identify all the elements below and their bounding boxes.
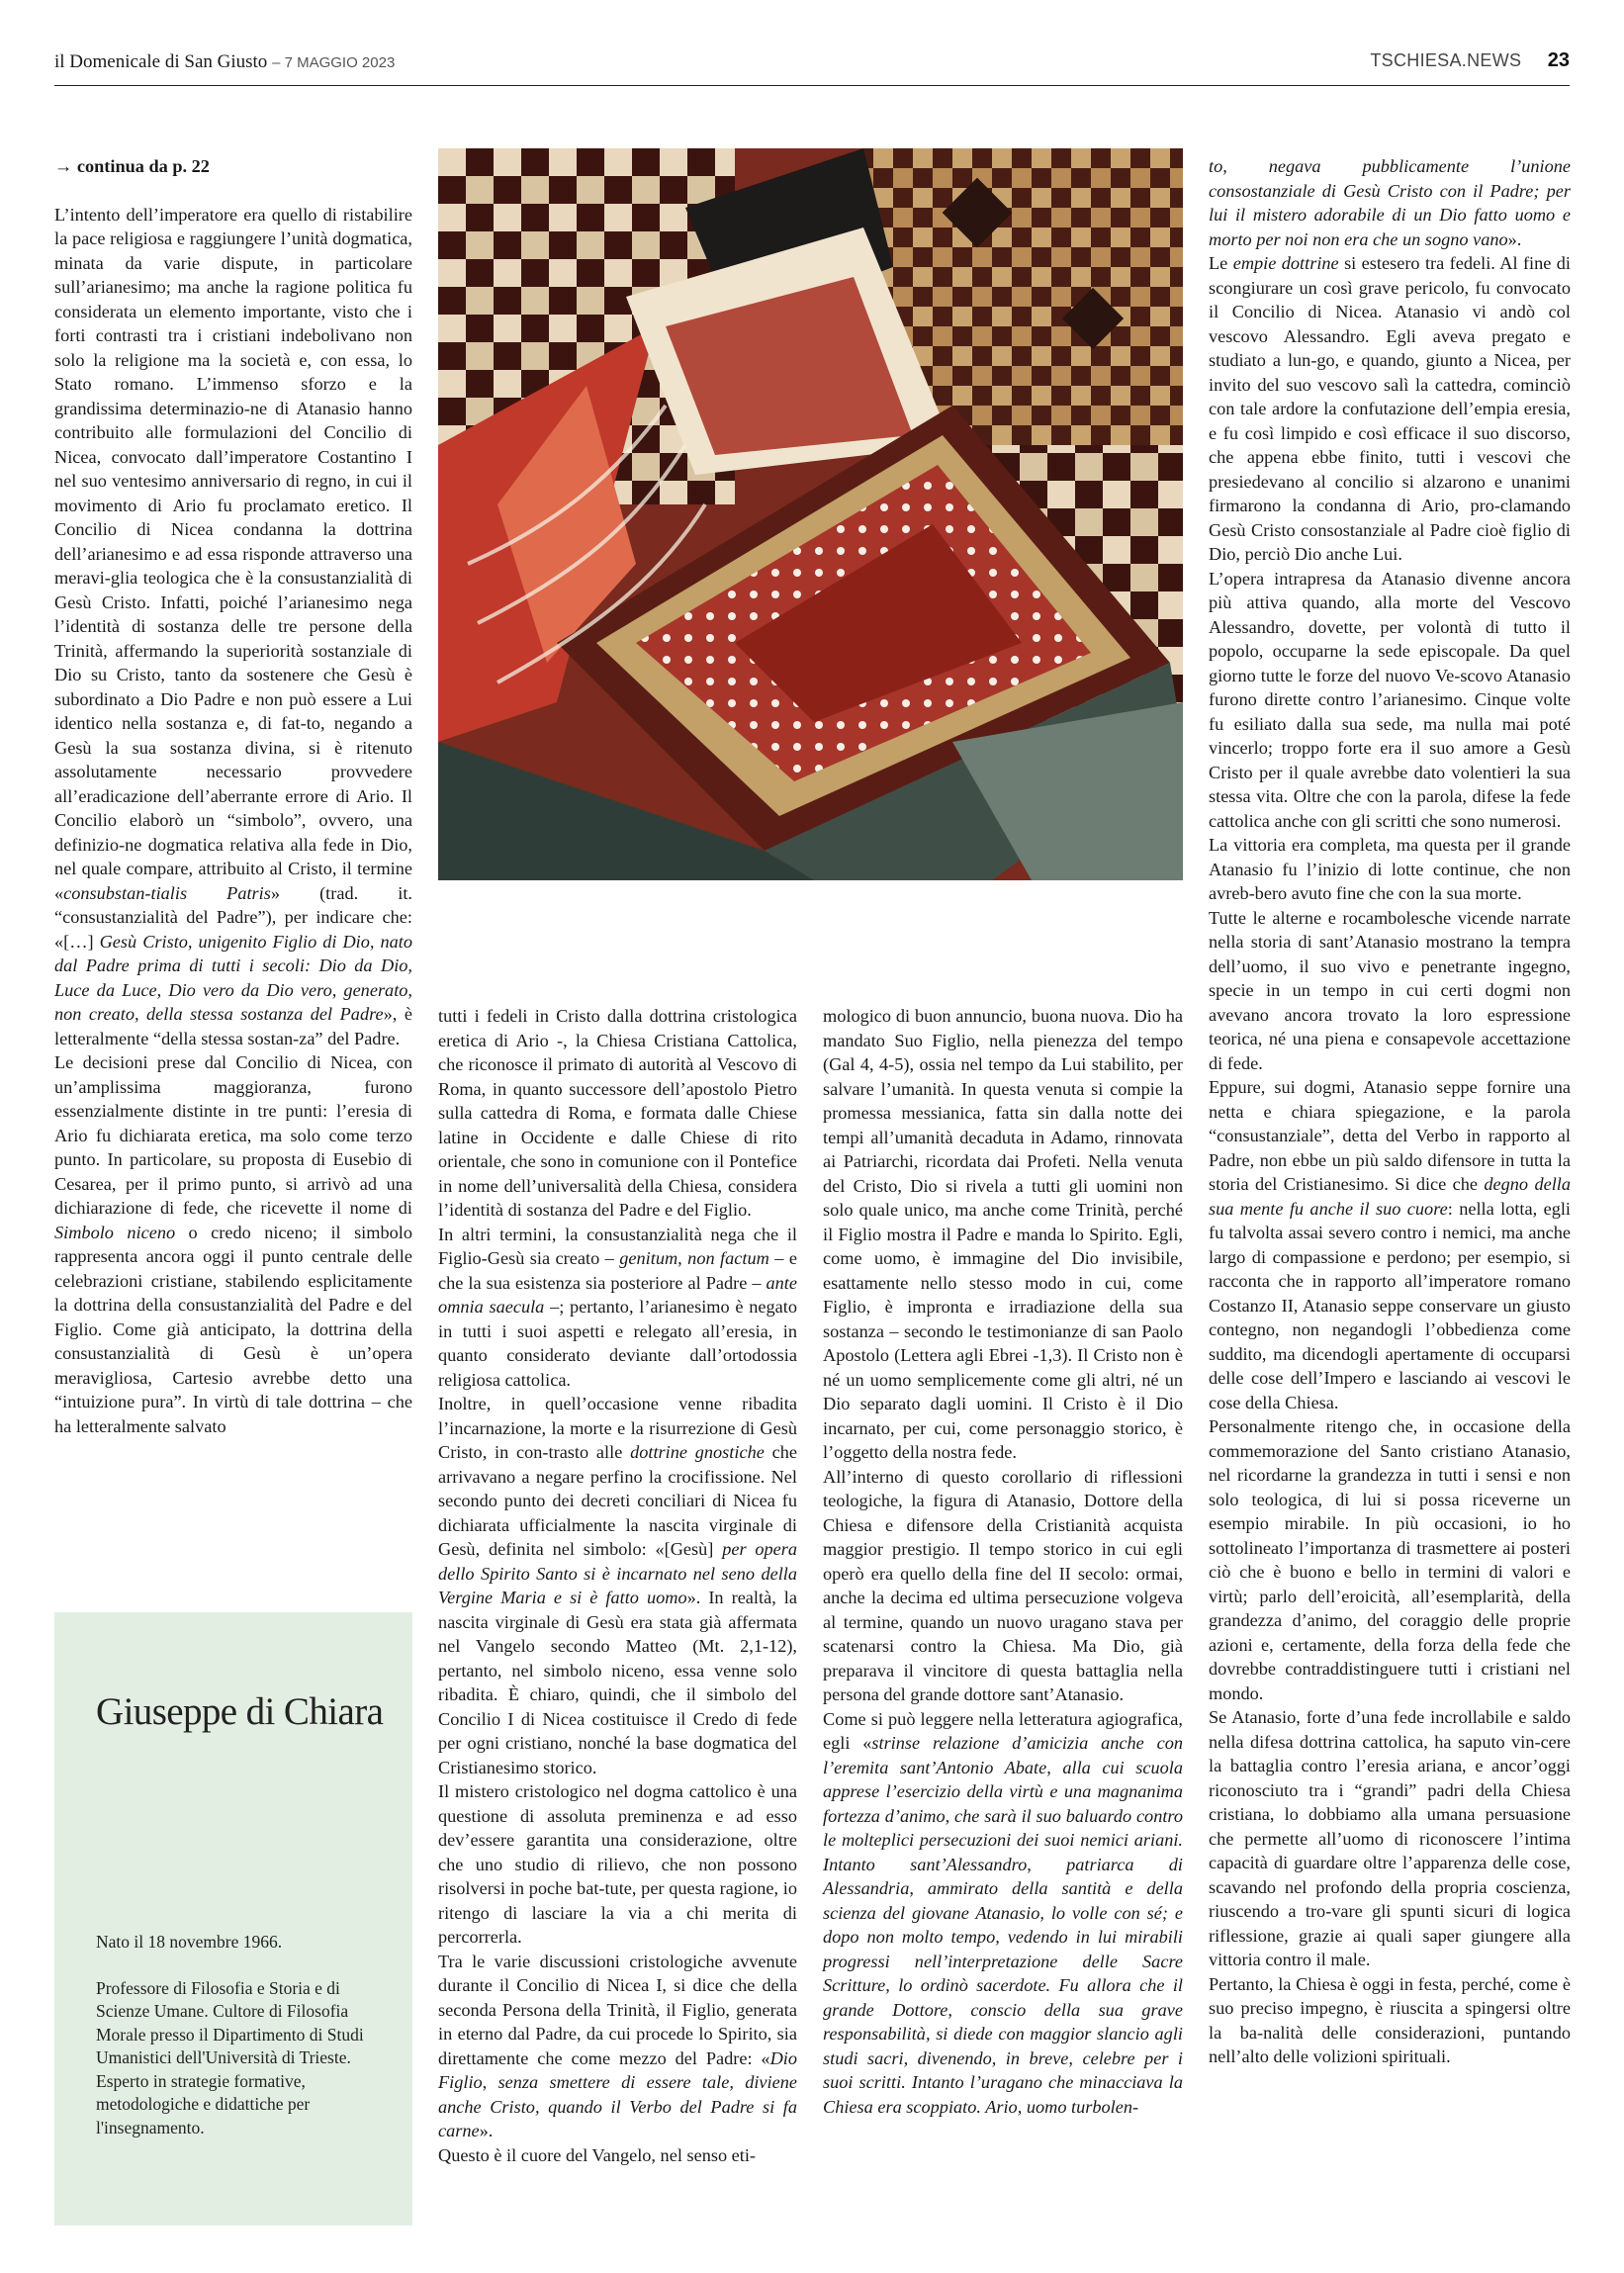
icon-detail-image	[438, 148, 1183, 880]
paragraph	[1209, 906, 1571, 1076]
italic-quote: ante omnia saecula	[438, 1272, 797, 1317]
text-run: » (trad. it. “consustanzialità del Padre”), per indicare che: «[…]	[54, 882, 412, 952]
italic-quote: degno della sua mente fu anche il suo cuore	[1209, 1174, 1571, 1219]
paragraph	[1209, 154, 1571, 251]
paragraph	[823, 1465, 1183, 1707]
text-run: In altri termini, la consustanzialità nega che il Figlio-Gesù sia creato –	[438, 1224, 797, 1268]
article-column-1	[54, 154, 412, 1438]
paragraph	[823, 1707, 1183, 2120]
text-run: Le decisioni prese dal Concilio di Nicea, con un’amplissima maggioranza, furono essenzialmente distinte in tre punti: l’eresia di Ario fu dichiarata eretica, ma solo come terzo punto. In particolare, su proposta di Eusebio di Cesarea, per il primo punto, si arrivò ad una dichiarazione di fede, che ricevette il nome di	[54, 1052, 412, 1218]
text-run: L’opera intrapresa da Atanasio divenne ancora più attiva quando, alla morte del Vescovo Alessandro, dovette, per volontà di tutto il popolo, occuparne la sede episcopale. Da quel giorno tutte le forze del nuovo Ve-scovo Atanasio furono dirette contro l’arianesimo. Cinque volte fu esiliato dalla sua sede, ma nulla mai poté vincerlo; troppo forte era il suo amore a Gesù Cristo per il quale avrebbe dato volentieri la sua stessa vita. Oltre che con la parola, difese la fede cattolica anche con gli scritti che sono numerosi.	[1209, 568, 1571, 831]
paragraph	[438, 1223, 797, 1393]
publication-name: il Domenicale di San Giusto	[54, 51, 268, 72]
italic-quote: empie dottrine	[1232, 253, 1339, 273]
paragraph	[438, 1392, 797, 1779]
article-column-4	[1209, 154, 1571, 2069]
italic-quote: Dio Figlio, senza smettere di essere tale, diviene anche Cristo, quando il Verbo del Padre si fa carne	[438, 2047, 797, 2140]
italic-quote: per opera dello Spirito Santo si è incarnato nel seno della Vergine Maria e si è fatto uomo	[438, 1539, 798, 1607]
text-run: Tra le varie discussioni cristologiche avvenute durante il Concilio di Nicea I, si dice che della seconda Persona della Trinità, il Figlio, generata in eterno dal Padre, da cui procede lo Spirito, sia direttamente che come mezzo del Padre: «	[438, 1951, 797, 2068]
article-column-3	[823, 1004, 1183, 2119]
text-run: Se Atanasio, forte d’una fede incrollabile e saldo nella difesa dottrina cattolica, ha saputo vin-cere la battaglia contro l’eresia ariana, e ancor’oggi riconosciuto tra i “grandi” padri della Chiesa cristiana, lo dobbiamo alla umana persuasione che permette all’uomo di riconoscere l’intima capacità di guardare oltre l’apparenza delle cose, scavando nel profondo della propria coscienza, riuscendo a tro-vare gli spunti sicuri di logica riflessione, grazie ai quali saper giungere alla vittoria contro il male.	[1209, 1707, 1571, 1969]
paragraph	[1209, 833, 1571, 906]
text-run: », è letteralmente “della stessa sostan-za” del Padre.	[54, 1004, 412, 1048]
page-header	[54, 45, 1570, 75]
text-run: Eppure, sui dogmi, Atanasio seppe fornire una netta e chiara spiegazione, e la parola “consustanziale”, detta del Verbo in rapporto al Padre, non ebbe un più saldo difensore in tutta la storia del Cristianesimo. Si dice che	[1209, 1077, 1571, 1194]
text-run: –; pertanto, l’arianesimo è negato in tutti i suoi aspetti e relegato all’eresia, in quanto considerato deviante dall’ortodossia religiosa cattolica.	[438, 1297, 797, 1390]
text-run: mologico di buon annuncio, buona nuova. Dio ha mandato Suo Figlio, nella pienezza del tempo (Gal 4, 4-5), ossia nel tempo da Lui stabilito, per salvare l’umanità. In questa venuta si compie la promessa messianica, fatta sin dalla notte dei tempi all’umanità decaduta in Adamo, rinnovata ai Patriarchi, ricordata dai Profeti. Nella venuta del Cristo, Dio si rivela a tutti gli uomini non solo quale unico, ma anche come Trinità, perché il Figlio mostra il Padre e manda lo Spirito. Egli, come uomo, è immagine del Dio invisibile, esattamente nello stesso modo in cui, come Figlio, è impronta e irradiazione della sua sostanza – secondo le testimonianze di san Paolo Apostolo (Lettera agli Ebrei -1,3). Il Cristo non è né un uomo semplicemente come gli altri, né un Dio separato dagli uomini. Il Cristo è il Dio incarnato, per cui, come personaggio storico, è l’oggetto della nostra fede.	[823, 1006, 1183, 1462]
italic-quote: to, negava pubblicamente l’unione consostanziale di Gesù Cristo con il Padre; per lui il mistero adorabile di un Dio fatto uomo e morto per noi non era che un sogno vano	[1209, 156, 1571, 249]
column-4-paragraphs	[1209, 154, 1571, 2069]
paragraph	[438, 1950, 797, 2143]
paragraph	[1209, 1705, 1571, 1972]
column-1-paragraphs	[54, 203, 412, 1439]
text-run: ». In realtà, la nascita virginale di Gesù era stata già affermata nel Vangelo secondo Matteo (Mt. 2,1-12), pertanto, nel simbolo niceno, essa venne solo ribadita. È chiaro, quindi, che il simbolo del Concilio I di Nicea costituisce il Credo di fede per ogni cristiano, nonché la base dogmatica del Cristianesimo storico.	[438, 1588, 797, 1777]
paragraph	[438, 1004, 797, 1223]
text-run: si estesero tra fedeli. Al fine di scongiurare un così grave pericolo, fu convocato il Concilio di Nicea. Atanasio vi andò col vescovo Alessandro. Egli aveva pregato e studiato a lun-go, e quando, giunto a Nicea, per invito del suo vescovo salì la cattedra, cominciò con tale ardore la confutazione dell’empia eresia, e fu così limpido e così efficace il suo discorso, che appena ebbe finito, tutti i vescovi che presiedevano al concilio si alzarono e unanimi firmarono la condanna di Ario, pro-clamando Gesù Cristo consostanziale al Padre cioè figlio di Dio, perciò Dio anche Lui.	[1209, 253, 1571, 564]
paragraph	[1209, 1075, 1571, 1414]
paragraph	[438, 1779, 797, 1950]
author-description: Professore di Filosofia e Storia e di Scienze Umane. Cultore di Filosofia Morale presso il Dipartimento di Studi Umanistici dell'Università di Trieste. Esperto in strategie formative, metodologiche e didattiche per l'insegnamento.	[96, 1977, 364, 2137]
text-run: L’intento dell’imperatore era quello di ristabilire la pace religiosa e raggiungere l’unità dogmatica, minata da varie dispute, in particolare sull’arianesimo; ma anche la ragione politica fu considerata un elemento importante, visto che i forti contrasti tra i cristiani indebolivano non solo la religione ma la società e, con essa, lo Stato romano. L’immenso sforzo e la grandissima determinazio-ne di Atanasio hanno contribuito alle formulazioni del Concilio di Nicea, convocato dall’imperatore Costantino I nel suo ventesimo anniversario di regno, in cui il movimento di Ario fu proclamato eretico. Il Concilio di Nicea condanna la dottrina dell’arianesimo e ad essa risponde attraverso una meravi-glia teologica che è la consustanzialità di Gesù Cristo. Infatti, poiché l’arianesimo nega l’identità di sostanza delle tre persone della Trinità, affermando la superiorità sostanziale di Dio su Cristo, tanto da sostenere che Gesù è subordinato a Dio Padre e non può essere a Lui identico nella sostanza e, di fat-to, negando a Gesù la sua sostanza divina, si è ritenuto assolutamente necessario provvedere all’eradicazione dell’aberrante errore di Ario. Il Concilio elaborò un “simbolo”, ovvero, una definizio-ne dogmatica relativa alla fede in Dio, nel quale compare, attribuito al Cristo, il termine «	[54, 204, 412, 903]
text-run: o credo niceno; il simbolo rappresenta ancora oggi il punto centrale delle celebrazioni cristiane, stabilendo esplicitamente la dottrina della consustanzialità del Padre e del Figlio. Come già anticipato, la dottrina della consustanzialità di Gesù è un’opera meravigliosa, Cartesio avrebbe detto una “intuizione pura”. In virtù di tale dottrina – che ha letteralmente salvato	[54, 1222, 412, 1436]
author-box	[54, 1612, 412, 2226]
continued-from-link[interactable]: → continua da p. 22	[54, 156, 210, 176]
italic-quote: dottrine gnostiche	[630, 1442, 765, 1462]
text-run: Pertanto, la Chiesa è oggi in festa, perché, come è suo preciso impegno, è riuscita a spingersi oltre la ba-nalità delle considerazioni, puntando nell’alto delle volizioni spirituali.	[1209, 1973, 1571, 2066]
publication-line	[54, 51, 395, 73]
paragraph	[1209, 251, 1571, 567]
text-run: Tutte le alterne e rocambolesche vicende narrate nella storia di sant’Atanasio mostrano la tempra dell’uomo, il suo vivo e penetrante ingegno, specie in un tempo in cui certi dogmi non avevano ancora trovato la loro espressione teorica, né una piena e consapevole accettazione di fede.	[1209, 907, 1571, 1073]
text-run: – e che la sua esistenza sia posteriore al Padre –	[438, 1248, 797, 1293]
issue-date: – 7 MAGGIO 2023	[272, 54, 396, 71]
text-run: che arrivavano a negare perfino la crocifissione. Nel secondo punto dei decreti conciliari di Nicea fu dichiarata ufficialmente la nascita virginale di Gesù, definita nel simbolo: «[Gesù]	[438, 1442, 797, 1559]
text-run: Inoltre, in quell’occasione venne ribadita l’incarnazione, la morte e la risurrezione di Gesù Cristo, in con-trasto alle	[438, 1394, 797, 1462]
paragraph	[1209, 1972, 1571, 2069]
column-3-paragraphs	[823, 1004, 1183, 2119]
paragraph	[438, 2143, 797, 2168]
text-run: Come si può leggere nella letteratura agiografica, egli «	[823, 1708, 1183, 1753]
header-right	[1370, 49, 1570, 72]
text-run: Le	[1209, 253, 1233, 273]
paragraph	[54, 203, 412, 1051]
site-link[interactable]: TSCHIESA.NEWS	[1370, 50, 1522, 70]
text-run: tutti i fedeli in Cristo dalla dottrina cristologica eretica di Ario -, la Chiesa Cristiana Cattolica, che riconosce il primato di autorità al Vescovo di Roma, in quanto successore dell’apostolo Pietro sulla cattedra di Roma, e formata dalle Chiese latine in Occidente e dalle Chiese di rito orientale, che sono in comunione con il Pontefice in nome dell’universalità della Chiesa, considera l’identità di sostanza del Padre e del Figlio.	[438, 1006, 797, 1220]
text-run: ».	[1507, 228, 1522, 249]
italic-quote: Simbolo niceno	[54, 1222, 176, 1242]
article-column-2	[438, 1004, 797, 2167]
author-name: Giuseppe di Chiara	[96, 1690, 384, 1733]
column-2-paragraphs	[438, 1004, 797, 2167]
page-number: 23	[1547, 49, 1570, 71]
author-birth: Nato il 18 novembre 1966.	[96, 1932, 283, 1952]
header-divider	[54, 85, 1570, 86]
italic-quote: genitum, non factum	[619, 1248, 769, 1268]
italic-quote: Gesù Cristo, unigenito Figlio di Dio, nato dal Padre prima di tutti i secoli: Dio da Dio, Luce da Luce, Dio vero da Dio vero, generato, non creato, della stessa sostanza del Padre	[54, 931, 412, 1024]
paragraph	[1209, 567, 1571, 834]
italic-quote: strinse relazione d’amicizia anche con l’eremita sant’Antonio Abate, alla cui scuola apprese l’esercizio della virtù e una magnanima fortezza d’animo, che sarà il suo baluardo contro le molteplici persecuzioni dei suoi nemici ariani. Intanto sant’Alessandro, patriarca di Alessandria, ammirato della santità e della scienza del giovane Atanasio, lo volle con sé; e dopo non molto tempo, vedendo in lui mirabili progressi nell’interpretazione delle Sacre Scritture, lo ordinò sacerdote. Fu allora che il grande Dottore, conscio della sua grave responsabilità, si diede con maggior slancio agli studi sacri, divenendo, in breve, celebre per i suoi scritti. Intanto l’uragano che minacciava la Chiesa era scoppiato. Ario, uomo turbolen-	[823, 1733, 1183, 2117]
text-run: Questo è il cuore del Vangelo, nel senso eti-	[438, 2144, 757, 2165]
text-run: Personalmente ritengo che, in occasione della commemorazione del Santo cristiano Atanasio, nel ricordarne la grandezza in tutti i sensi e non solo teologica, di lui si possa riceverne un esempio mirabile. In più occasioni, io ho sottolineato l’importanza di trasmettere ai posteri ciò che è buono e bello in termini di valori e virtù; parlo dell’eroicità, all’esemplarità, della grandezza d’animo, del coraggio delle proprie azioni e, certamente, della forza della fede che dovrebbe contraddistinguere tutti i cristiani nel mondo.	[1209, 1416, 1571, 1703]
author-bio	[96, 1931, 393, 2162]
text-run: : nella lotta, egli fu talvolta assai severo contro i nemici, ma anche largo di compassione e perdono; per esempio, si racconta che in rapporto all’imperatore romano Costanzo II, Atanasio seppe conservare un giusto contegno, non negandogli l’obbedienza come suddito, ma dicendogli apertamente di occuparsi delle cose dell’Impero e lasciando ai vescovi le cose della Chiesa.	[1209, 1198, 1571, 1412]
italic-quote: consubstan-tialis Patris	[63, 882, 271, 903]
text-run: All’interno di questo corollario di riflessioni teologiche, la figura di Atanasio, Dottore della Chiesa e difensore della Cristianità acquista maggior prestigio. Il tempo storico in cui egli operò era quello della fine del II secolo: ormai, anche la decima ed ultima persecuzione volgeva al termine, quando un nuovo uragano stava per scatenarsi contro la Chiesa. Ma Dio, già preparava il vincitore di questa battaglia nella persona del grande dottore sant’Atanasio.	[823, 1466, 1183, 1704]
text-run: La vittoria era completa, ma questa per il grande Atanasio fu l’inizio di lotte continue, che non avreb-bero avuto fine che con la sua morte.	[1209, 835, 1571, 903]
text-run: ».	[479, 2121, 494, 2140]
paragraph	[1209, 1414, 1571, 1705]
paragraph	[54, 1050, 412, 1438]
paragraph	[823, 1004, 1183, 1465]
text-run: Il mistero cristologico nel dogma cattolico è una questione di assoluta preminenza e ad esso dev’essere garantita una considerazione, oltre che uno studio di rilievo, che non possono risolversi in poche bat-tute, per questa ragione, io ritengo di lasciare la via a chi merita di percorrerla.	[438, 1781, 797, 1947]
